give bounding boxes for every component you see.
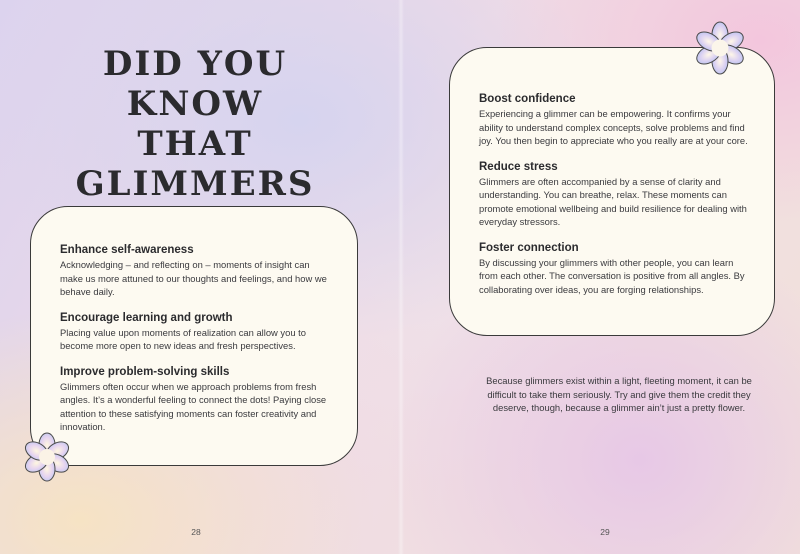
section-foster-connection: [479, 241, 754, 297]
section-body: By discussing your glimmers with other people, you can learn from each other. The conversation is positive from all angles. By collaborating over ideas, you are forging relationships.: [479, 256, 745, 295]
section-boost-confidence: [479, 92, 754, 148]
page-number: 29: [600, 527, 610, 537]
section-heading: Improve problem-solving skills: [60, 365, 230, 378]
section-body: Glimmers often occur when we approach problems from fresh angles. It’s a wonderful feeling to connect the dots! Paying close attention to these satisfying moments can foster creativity and innovation.: [60, 380, 327, 432]
section-heading: Reduce stress: [479, 160, 558, 173]
page-gutter: [398, 0, 404, 554]
section-body: Experiencing a glimmer can be empowering. It confirms your ability to understand complex concepts, solve problems and find joy. You then begin to appreciate who you really are at your core.: [479, 108, 748, 146]
section-heading: Foster connection: [479, 241, 579, 254]
section-reduce-stress: [479, 160, 754, 229]
flower-icon: [20, 430, 74, 484]
closing-note: Because glimmers exist within a light, fleeting moment, it can be difficult to take them seriously. Try and give them the credit they deserve, though, because a glimmer ain’t just a pretty flower.: [486, 375, 752, 413]
flower-icon: [692, 20, 748, 76]
right-info-card: [449, 47, 775, 336]
page-number: 28: [191, 527, 201, 537]
section-body: Glimmers are often accompanied by a sense of clarity and understanding. You can breathe, relax. These moments can promote emotional wellbeing and build resilience for dealing with everyday stressors.: [479, 175, 747, 227]
section-self-awareness: [60, 243, 335, 299]
left-info-card: [30, 206, 358, 466]
section-learning-growth: [60, 311, 335, 353]
section-problem-solving: [60, 365, 335, 434]
section-heading: Enhance self-awareness: [60, 244, 194, 256]
section-heading: Encourage learning and growth: [60, 311, 233, 324]
section-body: Acknowledging – and reflecting on – moments of insight can make us more attuned to our thoughts and feelings, and how we behave daily.: [60, 259, 327, 297]
section-heading: Boost confidence: [479, 93, 576, 105]
section-body: Placing value upon moments of realization can allow you to become more open to new ideas and fresh perspectives.: [60, 326, 306, 351]
title-line: DID YOU KNOW: [102, 44, 288, 124]
title-line: THAT GLIMMERS: [75, 124, 315, 204]
